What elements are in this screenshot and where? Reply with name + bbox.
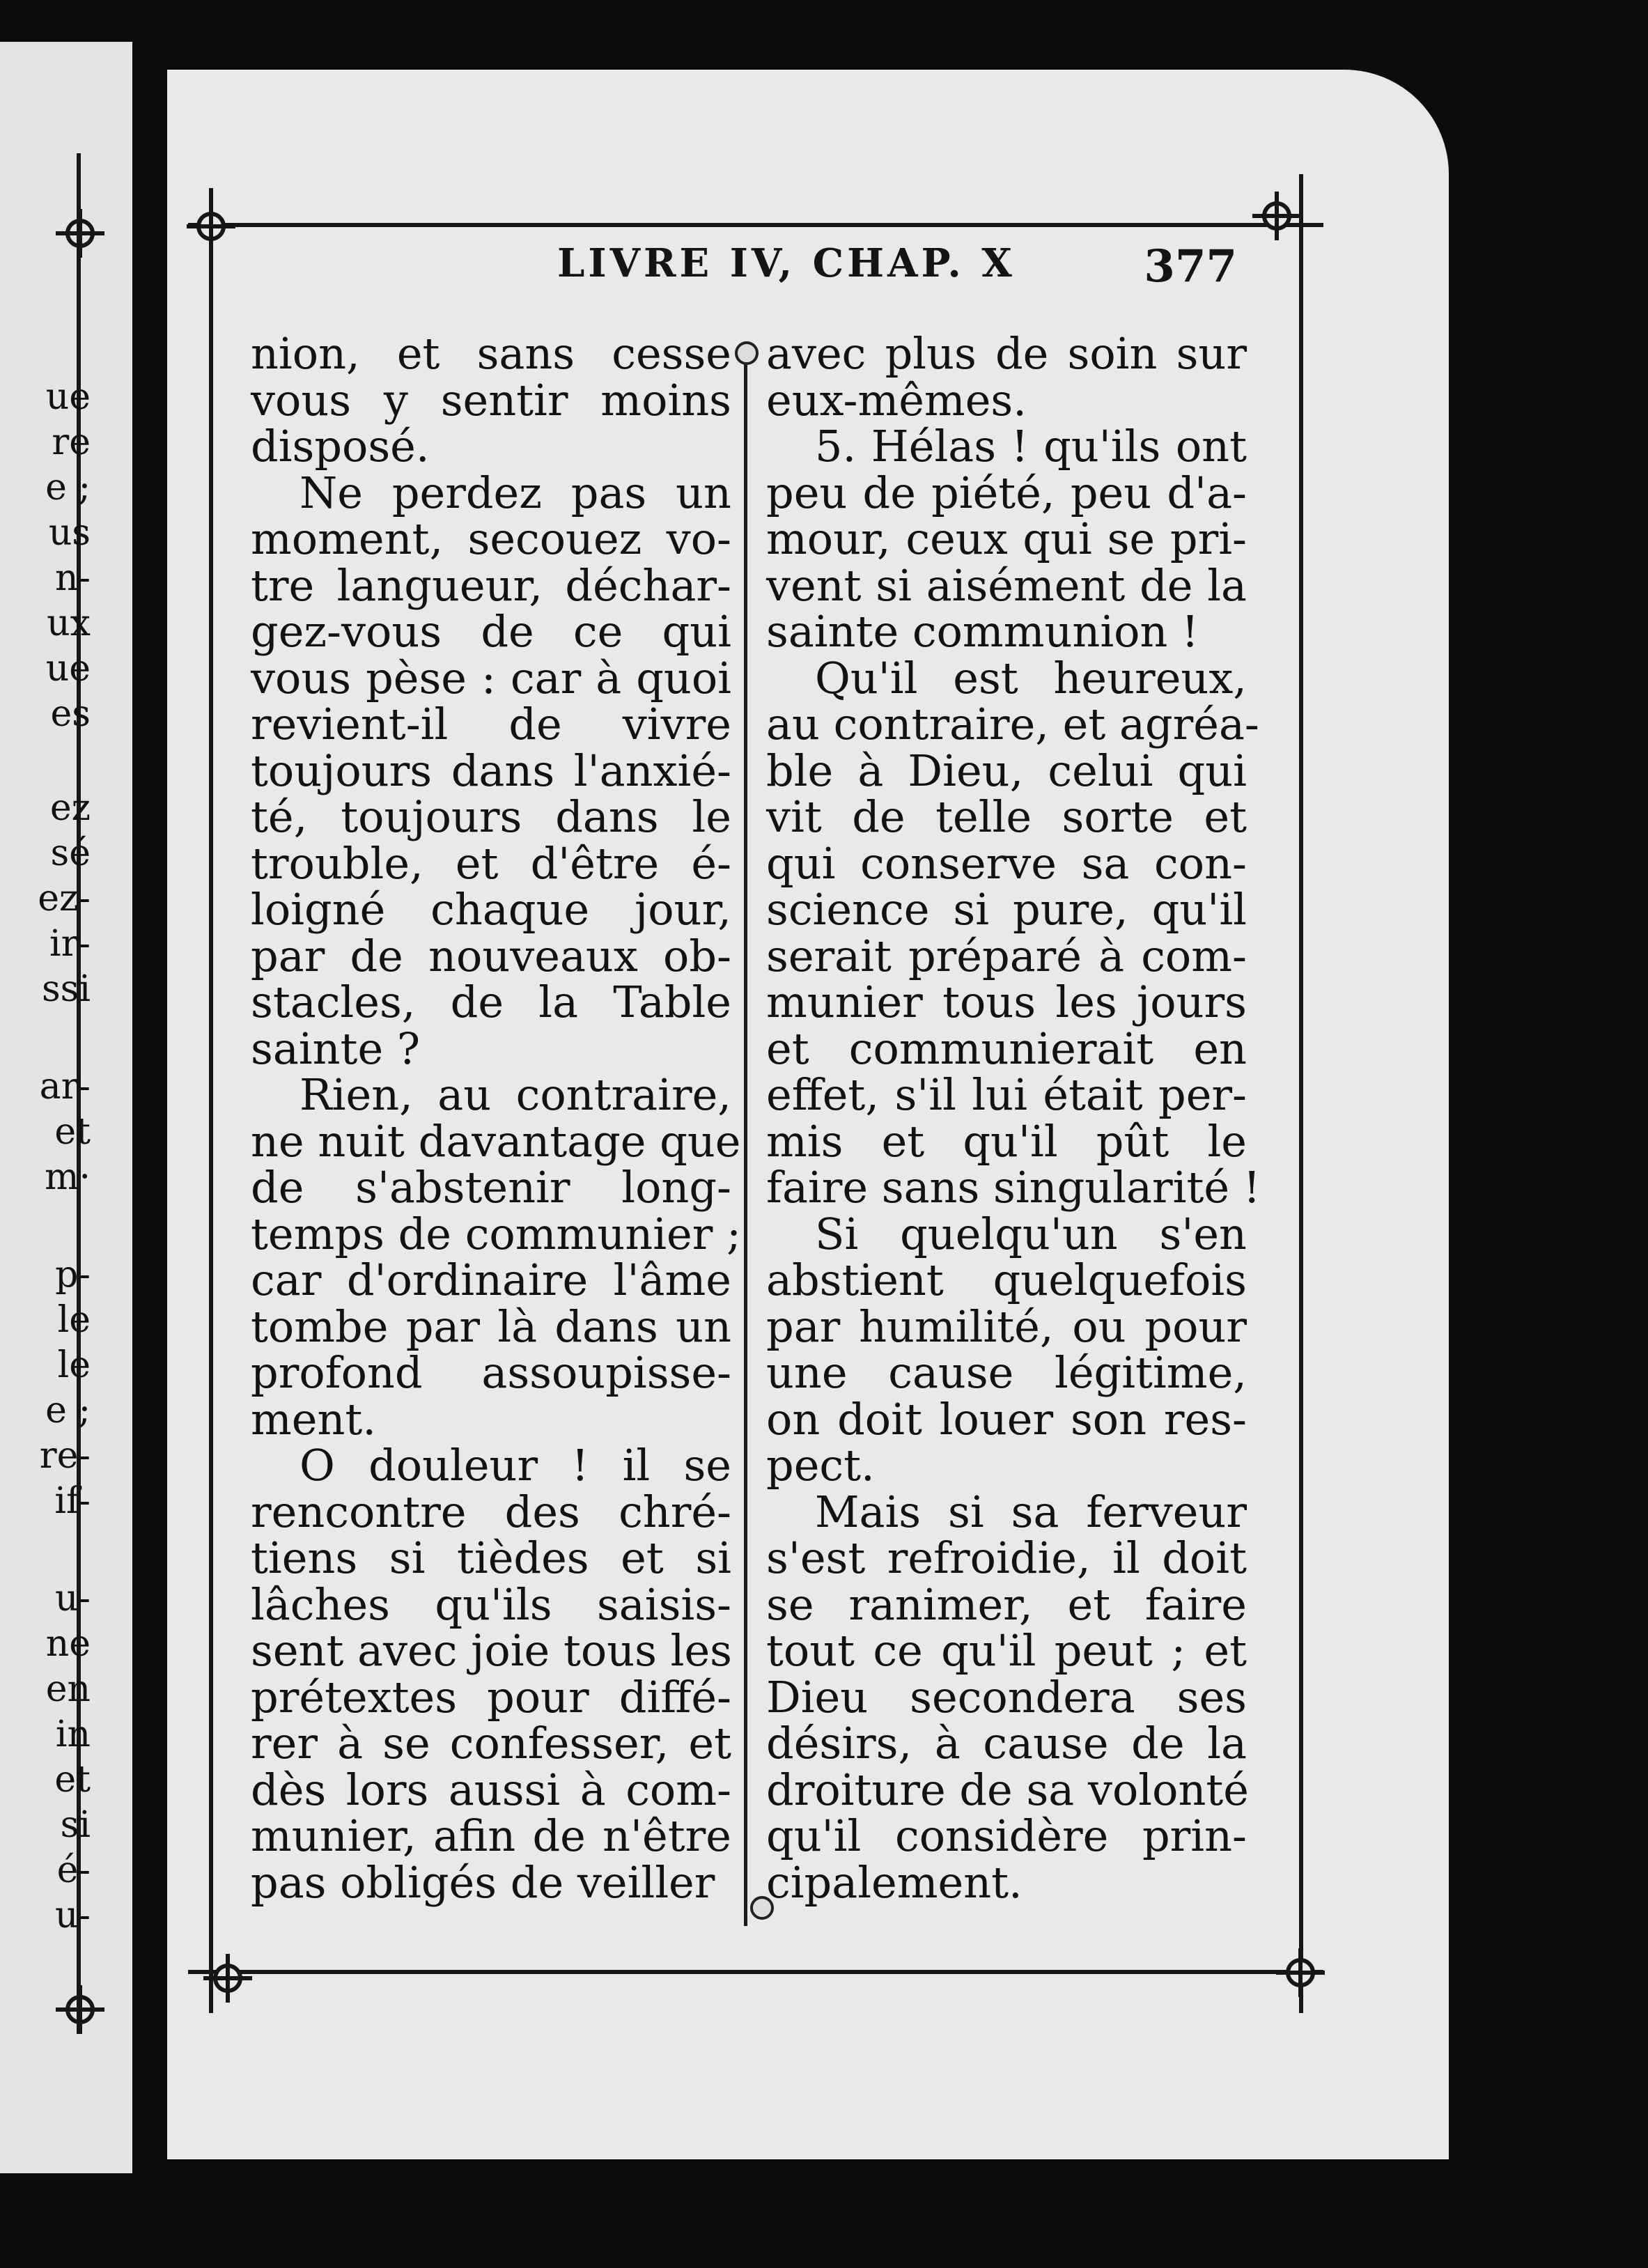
text-line: moment, secouez vo- — [251, 513, 731, 564]
facing-page-fragment: u- — [54, 1578, 91, 1620]
text-line: mour, ceux qui se pri- — [766, 513, 1247, 564]
text-line: avec plus de soin sur — [766, 328, 1247, 379]
text-line: et communierait en — [766, 1023, 1247, 1074]
text-line: vous pèse : car à quoi — [251, 652, 731, 704]
text-column-left — [251, 328, 741, 1908]
facing-page-fragment: e ; — [45, 1390, 91, 1431]
text-line: par de nouveaux ob- — [251, 930, 731, 981]
text-line: droiture de sa volonté — [766, 1764, 1249, 1815]
facing-page-fragment: le — [57, 1344, 91, 1386]
frame-top-rule — [188, 223, 1323, 227]
text-line: de s'abstenir long- — [251, 1162, 731, 1213]
text-line: temps de communier ; — [251, 1208, 741, 1259]
corner-ornament-icon — [56, 209, 104, 258]
facing-page-fragment: u- — [54, 1895, 91, 1936]
text-line: prétextes pour diffé- — [251, 1671, 731, 1723]
frame-bottom-rule — [188, 1970, 1323, 1974]
facing-page-fragment: ez — [49, 787, 91, 829]
facing-page-fragment: if- — [54, 1480, 91, 1522]
text-line: qui conserve sa con- — [766, 837, 1247, 889]
text-line: disposé. — [251, 421, 430, 472]
text-line: O douleur ! il se — [300, 1440, 731, 1491]
text-line: vit de telle sorte et — [766, 791, 1247, 842]
text-line: Mais si sa ferveur — [815, 1486, 1247, 1537]
text-line: eux-mêmes. — [766, 374, 1027, 426]
facing-page-fragment: ue — [45, 648, 91, 690]
text-line: mis et qu'il pût le — [766, 1115, 1247, 1167]
text-line: désirs, à cause de la — [766, 1718, 1247, 1769]
text-line: stacles, de la Table — [251, 977, 731, 1027]
text-line: peu de piété, peu d'a- — [766, 467, 1247, 518]
facing-page-fragment: ar- — [39, 1066, 91, 1108]
text-line: par humilité, ou pour — [766, 1300, 1247, 1352]
facing-page — [0, 42, 132, 2173]
text-line: une cause légitime, — [766, 1347, 1247, 1398]
facing-page-fragment: in — [55, 1714, 91, 1755]
facing-page-fragment: en — [45, 1668, 91, 1710]
facing-page-fragment: si — [60, 1804, 91, 1846]
text-line: s'est refroidie, il doit — [766, 1532, 1247, 1583]
text-line: vent si aisément de la — [766, 559, 1247, 611]
text-line: lâches qu'ils saisis- — [251, 1578, 731, 1630]
text-line: sainte communion ! — [766, 606, 1199, 657]
facing-page-fragment: ssi — [41, 968, 91, 1010]
facing-page-fragment: ue — [45, 376, 91, 418]
text-line: se ranimer, et faire — [766, 1578, 1247, 1630]
facing-page-fragment: us — [48, 512, 91, 554]
text-line: toujours dans l'anxié- — [251, 745, 731, 796]
text-column-right — [766, 328, 1261, 1908]
text-line: pect. — [766, 1440, 875, 1491]
text-line: tre langueur, déchar- — [251, 559, 731, 611]
text-line: Dieu secondera ses — [766, 1671, 1247, 1723]
text-line: Qu'il est heureux, — [815, 652, 1247, 704]
corner-ornament-icon — [56, 1985, 104, 2034]
facing-page-fragment: et — [54, 1759, 91, 1801]
corner-ornament-icon — [203, 1954, 252, 2003]
running-title: LIVRE IV, CHAP. X — [557, 240, 1016, 286]
facing-page-fragment: es — [50, 693, 91, 735]
corner-ornament-icon — [1252, 192, 1301, 240]
text-line: tout ce qu'il peut ; et — [766, 1625, 1247, 1676]
text-line: munier, afin de n'être — [251, 1810, 731, 1861]
facing-page-fragment: p- — [55, 1254, 91, 1296]
text-line: té, toujours dans le — [251, 791, 731, 842]
text-line: tiens si tièdes et si — [251, 1532, 731, 1583]
text-line: on doit louer son res- — [766, 1393, 1247, 1445]
facing-page-fragment: m· — [45, 1156, 91, 1198]
text-line: science si pure, qu'il — [766, 884, 1247, 935]
text-line: qu'il considère prin- — [766, 1810, 1247, 1861]
text-line: sent avec joie tous les — [251, 1625, 732, 1676]
text-line: abstient quelquefois — [766, 1255, 1247, 1305]
divider-ornament-icon — [735, 341, 759, 365]
text-line: dès lors aussi à com- — [251, 1764, 731, 1815]
facing-page-fragment: é- — [56, 1849, 91, 1891]
facing-page-fragment: re — [52, 421, 91, 463]
column-divider — [744, 352, 747, 1926]
text-line: Ne perdez pas un — [300, 467, 731, 518]
text-line: sainte ? — [251, 1023, 421, 1074]
text-line: tombe par là dans un — [251, 1300, 731, 1352]
facing-page-fragment: n- — [54, 557, 91, 599]
text-line: vous y sentir moins — [251, 374, 731, 426]
text-line: loigné chaque jour, — [251, 884, 731, 935]
text-line: serait préparé à com- — [766, 930, 1247, 981]
facing-page-fragment: ez- — [38, 878, 91, 919]
page-number: 377 — [1144, 240, 1237, 293]
text-line: profond assoupisse- — [251, 1347, 731, 1398]
facing-page-fragment: ne — [45, 1623, 91, 1665]
text-line: cipalement. — [766, 1856, 1023, 1908]
text-line: trouble, et d'être é- — [251, 837, 731, 889]
text-line: gez-vous de ce qui — [251, 606, 731, 657]
text-line: ment. — [251, 1393, 377, 1445]
text-line: Si quelqu'un s'en — [815, 1208, 1247, 1259]
corner-ornament-icon — [1276, 1948, 1325, 1997]
corner-ornament-icon — [187, 202, 235, 251]
text-line: effet, s'il lui était per- — [766, 1069, 1247, 1120]
facing-page-fragment: re- — [39, 1435, 91, 1477]
frame-right-rule — [1299, 174, 1303, 2013]
frame-left-rule — [209, 188, 213, 2013]
text-line: rer à se confesser, et — [251, 1718, 731, 1769]
text-line: pas obligés de veiller — [251, 1856, 715, 1908]
text-line: ble à Dieu, celui qui — [766, 745, 1247, 796]
facing-page-fragment: ir- — [49, 923, 91, 965]
text-line: 5. Hélas ! qu'ils ont — [815, 421, 1247, 472]
text-line: Rien, au contraire, — [300, 1069, 731, 1120]
text-line: ne nuit davantage que — [251, 1115, 741, 1167]
facing-page-fragment: et — [54, 1111, 91, 1153]
text-line: rencontre des chré- — [251, 1486, 731, 1537]
text-line: au contraire, et agréa- — [766, 699, 1259, 749]
text-line: car d'ordinaire l'âme — [251, 1255, 731, 1305]
text-line: nion, et sans cesse — [251, 328, 731, 379]
text-line: faire sans singularité ! — [766, 1162, 1261, 1213]
text-line: munier tous les jours — [766, 977, 1247, 1027]
facing-page-fragment: sé — [50, 832, 91, 874]
facing-page-fragment: ux — [47, 603, 91, 644]
text-line: revient-il de vivre — [251, 699, 731, 749]
facing-page-fragment: e ; — [45, 467, 91, 508]
facing-page-fragment: le — [57, 1299, 91, 1341]
